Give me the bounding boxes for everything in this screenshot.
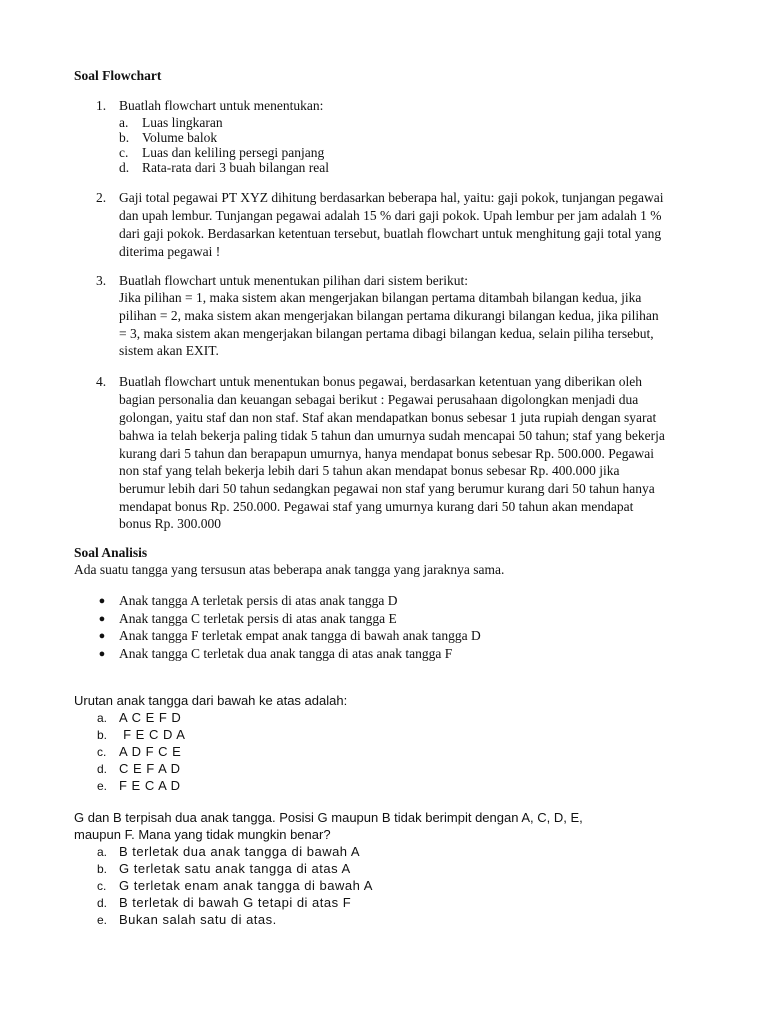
intro-text: Ada suatu tangga yang tersusun atas beberapa anak tangga yang jaraknya sama. [74, 562, 505, 577]
paragraph-line: dari gaji pokok. Berdasarkan ketentuan tersebut, buatlah flowchart untuk menghitung gaji total yang [119, 226, 662, 241]
item-letter: c. [119, 145, 129, 160]
bullet-text: Anak tangga C terletak persis di atas anak tangga E [119, 611, 397, 626]
option-text: F E C A D [119, 778, 181, 793]
option-letter: d. [97, 762, 108, 776]
item-text: Luas dan keliling persegi panjang [142, 145, 325, 160]
paragraph-line: golongan, yaitu staf dan non staf. Staf akan mendapatkan bonus sebesar 1 juta rupiah dengan syarat [119, 410, 657, 425]
option-text: Bukan salah satu di atas. [119, 912, 277, 927]
bullet-text: Anak tangga C terletak dua anak tangga di atas anak tangga F [119, 646, 453, 661]
option-text: A D F C E [119, 744, 182, 759]
option-text: A C E F D [119, 710, 182, 725]
item-text: Volume balok [142, 130, 218, 145]
question-line: G dan B terpisah dua anak tangga. Posisi G maupun B tidak berimpit dengan A, C, D, E, [74, 810, 583, 825]
option-text: C E F A D [119, 761, 181, 776]
paragraph-line: sistem akan EXIT. [119, 343, 219, 358]
question-number: 2. [96, 190, 107, 205]
paragraph-line: Buatlah flowchart untuk menentukan pilihan dari sistem berikut: [119, 273, 469, 288]
paragraph-line: diterima pegawai ! [119, 244, 221, 259]
section-title-analisis: Soal Analisis [74, 545, 148, 560]
paragraph-line: pilihan = 2, maka sistem akan mengerjakan bilangan pertama dikurangi bilangan kedua, jika pilihan [119, 308, 659, 323]
bullet-icon: ● [98, 595, 106, 607]
bullet-text: Anak tangga F terletak empat anak tangga di bawah anak tangga D [119, 628, 481, 643]
paragraph-line: Buatlah flowchart untuk menentukan bonus pegawai, berdasarkan ketentuan yang diberikan oleh [119, 374, 642, 389]
paragraph-line: Jika pilihan = 1, maka sistem akan mengerjakan bilangan pertama ditambah bilangan kedua, jika [119, 290, 642, 305]
option-text: B terletak di bawah G tetapi di atas F [119, 895, 352, 910]
paragraph-line: bahwa ia telah bekerja paling tidak 5 tahun dan umurnya sudah mencapai 50 tahun; staf yang bekerja [119, 428, 665, 443]
bullet-icon: ● [98, 648, 106, 660]
question-number: 3. [96, 273, 107, 288]
option-letter: c. [97, 745, 107, 759]
question-text: Buatlah flowchart untuk menentukan: [119, 98, 324, 113]
question-line: maupun F. Mana yang tidak mungkin benar? [74, 827, 331, 842]
option-letter: a. [97, 845, 108, 859]
option-letter: e. [97, 913, 108, 927]
item-text: Luas lingkaran [142, 115, 223, 130]
section-title-flowchart: Soal Flowchart [74, 68, 162, 83]
option-letter: a. [97, 711, 108, 725]
paragraph-line: berumur lebih dari 50 tahun sedangkan pegawai non staf yang berumur kurang dari 50 tahun hanya [119, 481, 655, 496]
question-number: 4. [96, 374, 107, 389]
option-letter: c. [97, 879, 107, 893]
bullet-icon: ● [98, 630, 106, 642]
question-text: Urutan anak tangga dari bawah ke atas adalah: [74, 693, 348, 708]
item-letter: d. [119, 160, 130, 175]
item-text: Rata-rata dari 3 buah bilangan real [142, 160, 330, 175]
item-letter: a. [119, 115, 129, 130]
bullet-text: Anak tangga A terletak persis di atas anak tangga D [119, 593, 398, 608]
paragraph-line: bagian personalia dan keuangan sebagai berikut : Pegawai perusahaan digolongkan menjadi dua [119, 392, 639, 407]
paragraph-line: kurang dari 5 tahun dan berapapun umurnya, hanya mendapat bonus sebesar Rp. 500.000. Pegawai [119, 446, 654, 461]
question-number: 1. [96, 98, 107, 113]
option-letter: b. [97, 728, 108, 742]
option-text: B terletak dua anak tangga di bawah A [119, 844, 361, 859]
option-letter: d. [97, 896, 108, 910]
paragraph-line: bonus Rp. 300.000 [119, 516, 222, 531]
paragraph-line: non staf yang telah bekerja lebih dari 5 tahun akan mendapat bonus sebesar Rp. 400.000 jika [119, 463, 620, 478]
option-text: G terletak satu anak tangga di atas A [119, 861, 351, 876]
paragraph-line: = 3, maka sistem akan mengerjakan bilangan pertama dibagi bilangan kedua, selain piliha tersebut, [119, 326, 654, 341]
option-letter: b. [97, 862, 108, 876]
option-letter: e. [97, 779, 108, 793]
paragraph-line: dan upah lembur. Tunjangan pegawai adalah 15 % dari gaji pokok. Upah lembur per jam adalah 1 % [119, 208, 662, 223]
option-text: G terletak enam anak tangga di bawah A [119, 878, 373, 893]
paragraph-line: Gaji total pegawai PT XYZ dihitung berdasarkan beberapa hal, yaitu: gaji pokok, tunjangan pegawai [119, 190, 664, 205]
bullet-icon: ● [98, 613, 106, 625]
option-text: F E C D A [119, 727, 186, 742]
item-letter: b. [119, 130, 130, 145]
paragraph-line: mendapat bonus Rp. 250.000. Pegawai staf yang umurnya kurang dari 50 tahun akan mendapat [119, 499, 634, 514]
